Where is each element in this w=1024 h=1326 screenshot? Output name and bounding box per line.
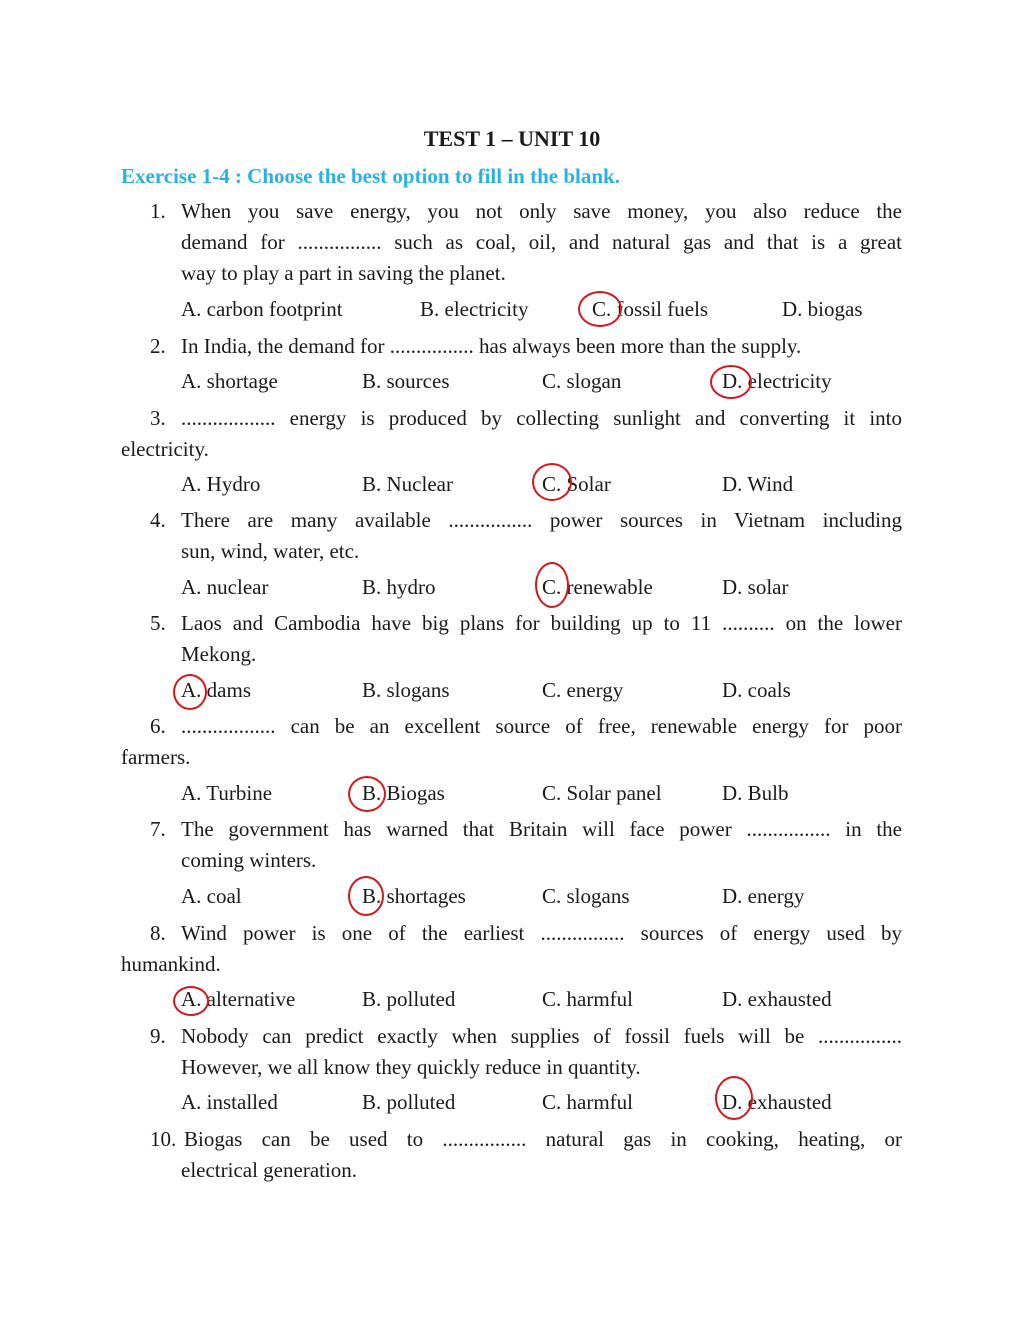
question-text-line: Wind power is one of the earliest ................ sources of energy used by [181,921,902,945]
answer-circle-mark [578,291,622,327]
option-d[interactable]: D. energy [722,884,805,908]
option-d[interactable]: D. Bulb [722,781,789,805]
question-text-line: Nobody can predict exactly when supplies of fossil fuels will be ................ [181,1024,902,1048]
question-number: 3. [150,406,166,430]
option-b[interactable]: B. electricity [420,297,529,321]
option-d[interactable]: D. coals [722,678,791,702]
option-d[interactable]: D. Wind [722,472,794,496]
option-b[interactable]: B. hydro [362,575,436,599]
answer-circle-mark [173,674,207,710]
option-c[interactable]: C. renewable [542,575,653,599]
question-text-line: There are many available ................ power sources in Vietnam including [181,508,902,532]
option-c[interactable]: C. energy [542,678,624,702]
question-text-line: coming winters. [181,848,317,872]
option-b[interactable]: B. polluted [362,1090,456,1114]
question-text-line: Biogas can be used to ................ natural gas in cooking, heating, or [184,1127,902,1151]
option-c[interactable]: C. slogan [542,369,622,393]
question-text-line: Laos and Cambodia have big plans for building up to 11 .......... on the lower [181,611,902,635]
answer-circle-mark [715,1076,753,1120]
exercise-instruction: Exercise 1-4 : Choose the best option to fill in the blank. [121,164,620,188]
option-a[interactable]: A. nuclear [181,575,269,599]
option-a[interactable]: A. installed [181,1090,278,1114]
question-number: 2. [150,334,166,358]
option-b[interactable]: B. polluted [362,987,456,1011]
question-number: 1. [150,199,166,223]
question-text-line: Mekong. [181,642,257,666]
option-d[interactable]: D. exhausted [722,1090,832,1114]
question-text-line: .................. energy is produced by collecting sunlight and converting it into [181,406,902,430]
option-b[interactable]: B. slogans [362,678,450,702]
option-d[interactable]: D. solar [722,575,789,599]
question-number: 8. [150,921,166,945]
page-title: TEST 1 – UNIT 10 [423,126,601,151]
option-a[interactable]: A. Hydro [181,472,261,496]
question-text-line: However, we all know they quickly reduce in quantity. [181,1055,641,1079]
option-c[interactable]: C. harmful [542,987,633,1011]
question-number: 4. [150,508,166,532]
option-b[interactable]: B. Nuclear [362,472,453,496]
option-a[interactable]: A. alternative [181,987,296,1011]
option-d[interactable]: D. electricity [722,369,832,393]
question-number: 6. [150,714,166,738]
option-b[interactable]: B. sources [362,369,450,393]
option-c[interactable]: C. Solar [542,472,611,496]
question-text-line: humankind. [121,952,221,976]
question-text-line: The government has warned that Britain will face power ................ in the [181,817,902,841]
question-number: 9. [150,1024,166,1048]
question-number: 5. [150,611,166,635]
option-c[interactable]: C. slogans [542,884,630,908]
option-b[interactable]: B. shortages [362,884,466,908]
question-text-line: .................. can be an excellent source of free, renewable energy for poor [181,714,902,738]
answer-circle-mark [535,562,569,608]
question-number: 7. [150,817,166,841]
question-text-line: electrical generation. [181,1158,358,1182]
option-b[interactable]: B. Biogas [362,781,445,805]
question-text-line: sun, wind, water, etc. [181,539,360,563]
option-a[interactable]: A. dams [181,678,251,702]
option-a[interactable]: A. Turbine [181,781,273,805]
question-text-line: electricity. [121,437,209,461]
option-c[interactable]: C. harmful [542,1090,633,1114]
option-c[interactable]: C. Solar panel [542,781,662,805]
option-a[interactable]: A. carbon footprint [181,297,343,321]
option-a[interactable]: A. shortage [181,369,278,393]
question-text-line: way to play a part in saving the planet. [181,261,506,285]
option-a[interactable]: A. coal [181,884,242,908]
question-text-line: When you save energy, you not only save money, you also reduce the [181,199,902,223]
option-d[interactable]: D. biogas [782,297,863,321]
option-d[interactable]: D. exhausted [722,987,832,1011]
answer-circle-mark [348,776,386,812]
option-c[interactable]: C. fossil fuels [592,297,709,321]
question-text-line: farmers. [121,745,191,769]
answer-circle-mark [173,986,209,1016]
answer-circle-mark [710,365,752,399]
question-number: 10. [150,1127,177,1151]
question-text-line: In India, the demand for ................ has always been more than the supply. [181,334,802,358]
answer-circle-mark [532,463,572,501]
answer-circle-mark [348,876,384,916]
question-text-line: demand for ................ such as coal, oil, and natural gas and that is a great [181,230,902,254]
